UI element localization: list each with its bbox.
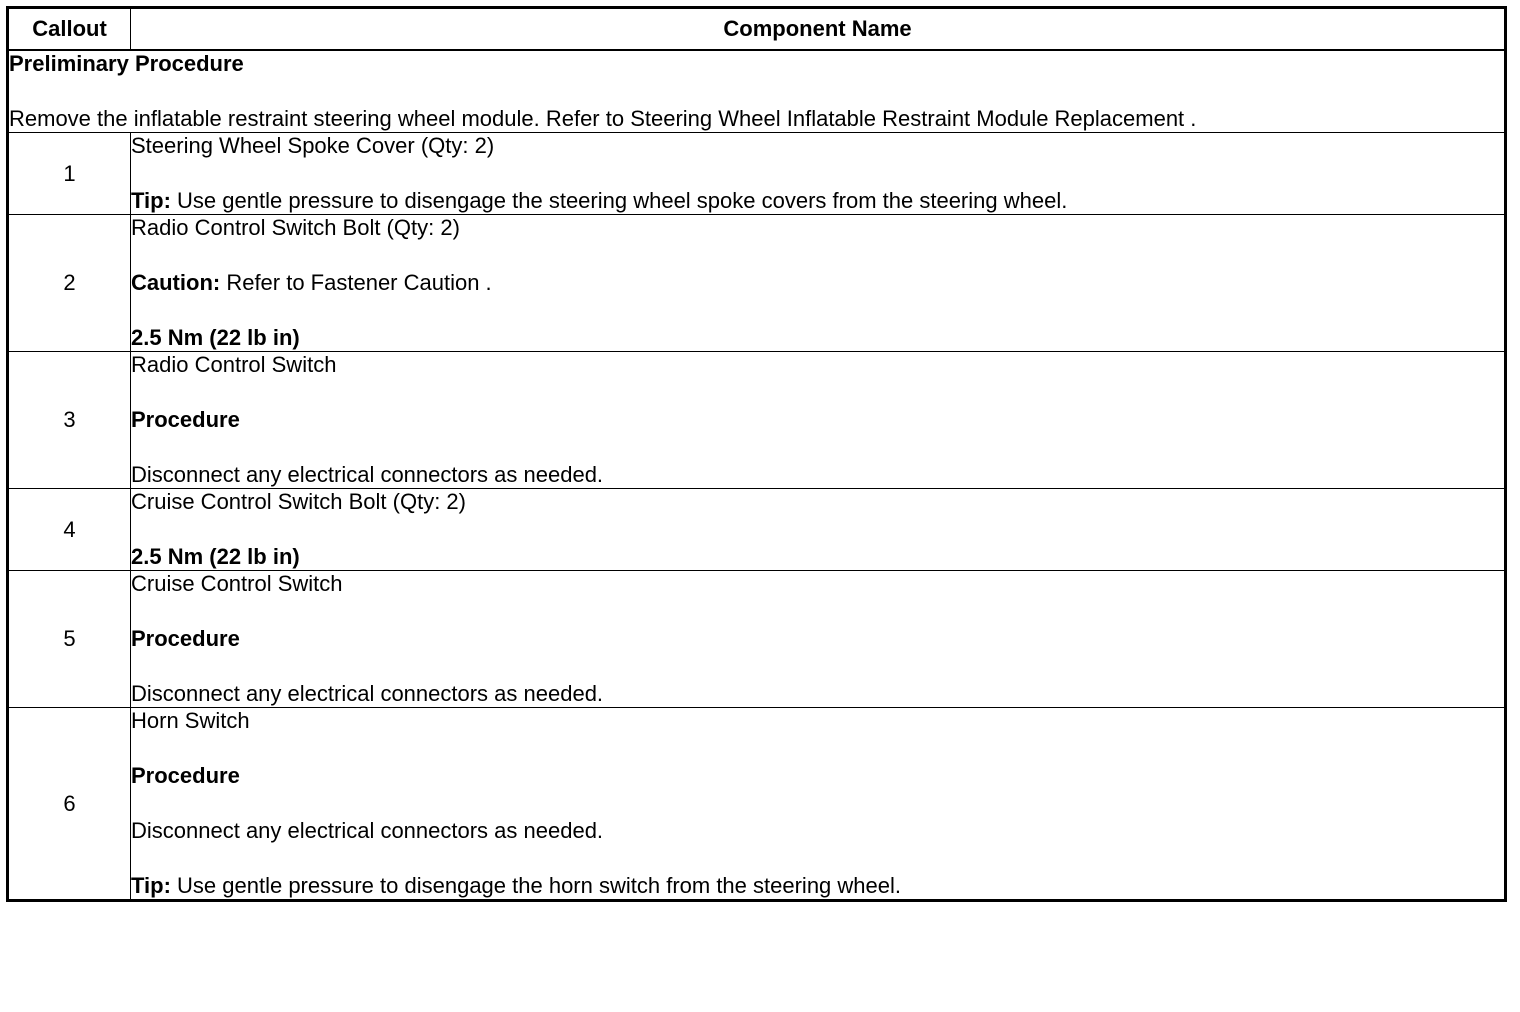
table-row	[8, 352, 1506, 489]
procedure-label: Procedure	[131, 763, 240, 788]
component-cell	[131, 352, 1506, 489]
callout-number: 6	[8, 708, 131, 901]
table-row	[8, 708, 1506, 901]
caution-label: Caution:	[131, 270, 221, 295]
preliminary-title: Preliminary Procedure	[9, 51, 244, 76]
caution-text: Refer to Fastener Caution .	[220, 270, 492, 295]
procedure-label: Procedure	[131, 626, 240, 651]
component-name: Horn Switch	[131, 708, 250, 733]
header-component-name: Component Name	[131, 8, 1506, 51]
component-cell	[131, 571, 1506, 708]
caution-note	[131, 270, 1504, 296]
component-name: Steering Wheel Spoke Cover (Qty: 2)	[131, 133, 495, 158]
procedure-text: Disconnect any electrical connectors as needed.	[131, 818, 604, 843]
preliminary-row	[8, 50, 1506, 133]
table-row	[8, 571, 1506, 708]
component-cell	[131, 215, 1506, 352]
component-name: Cruise Control Switch Bolt (Qty: 2)	[131, 489, 466, 514]
table-row	[8, 215, 1506, 352]
procedure-label: Procedure	[131, 407, 240, 432]
preliminary-cell	[8, 50, 1506, 133]
component-name: Cruise Control Switch	[131, 571, 343, 596]
tip-text: Use gentle pressure to disengage the horn switch from the steering wheel.	[170, 873, 901, 898]
callout-number: 1	[8, 133, 131, 215]
procedure-text: Disconnect any electrical connectors as needed.	[131, 462, 604, 487]
tip-text: Use gentle pressure to disengage the steering wheel spoke covers from the steering wheel.	[170, 188, 1068, 213]
component-name: Radio Control Switch Bolt (Qty: 2)	[131, 215, 460, 240]
tip-label: Tip:	[131, 188, 171, 213]
table-row	[8, 133, 1506, 215]
tip-note	[131, 873, 1504, 899]
callout-number: 3	[8, 352, 131, 489]
callout-number: 4	[8, 489, 131, 571]
header-callout: Callout	[8, 8, 131, 51]
table-row	[8, 489, 1506, 571]
procedure-table	[6, 6, 1507, 902]
component-cell	[131, 489, 1506, 571]
torque-spec: 2.5 Nm (22 lb in)	[131, 325, 300, 350]
callout-number: 5	[8, 571, 131, 708]
tip-note	[131, 188, 1504, 214]
torque-spec: 2.5 Nm (22 lb in)	[131, 544, 300, 569]
header-row	[8, 8, 1506, 51]
component-cell	[131, 708, 1506, 901]
preliminary-text: Remove the inflatable restraint steering wheel module. Refer to Steering Wheel Inflatable Restraint Module Replacement .	[9, 106, 1197, 131]
component-name: Radio Control Switch	[131, 352, 337, 377]
tip-label: Tip:	[131, 873, 171, 898]
callout-number: 2	[8, 215, 131, 352]
procedure-text: Disconnect any electrical connectors as needed.	[131, 681, 604, 706]
component-cell	[131, 133, 1506, 215]
